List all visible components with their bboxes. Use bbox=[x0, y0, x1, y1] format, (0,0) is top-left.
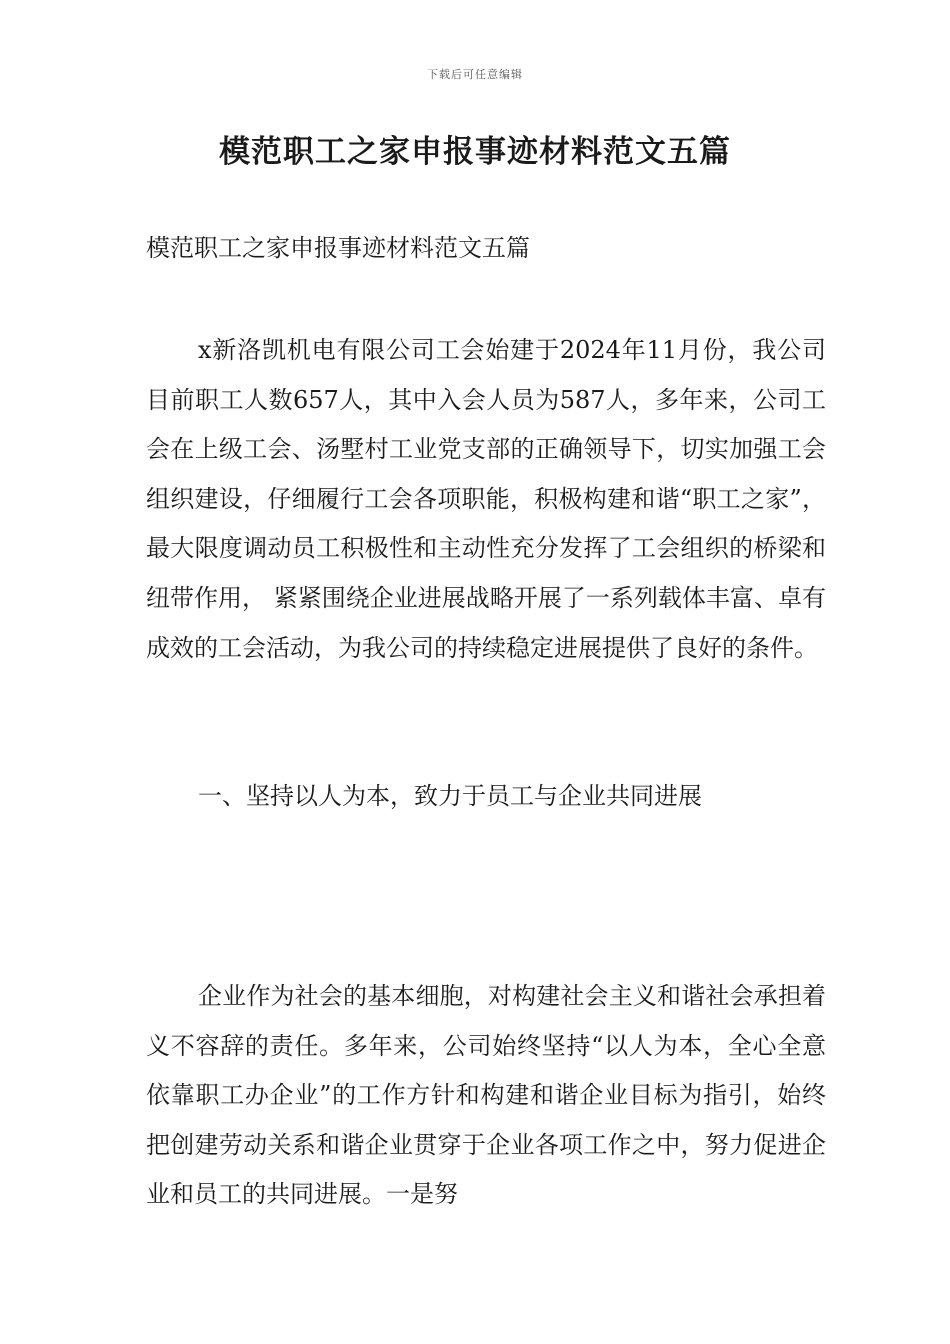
body-paragraph-intro: x新洛凯机电有限公司工会始建于2024年11月份，我公司目前职工人数657人，其中入会人员为587人，多年来，公司工会在上级工会、汤墅村工业党支部的正确领导下，切实加强工会组织建设，仔细履行工会各项职能，积极构建和谐“职工之家”，最大限度调动员工积极性和主动性充分发挥了工会组织的桥梁和纽带作用， 紧紧围绕企业进展战略开展了一系列载体丰富、卓有成效的工会活动，为我公司的持续稳定进展提供了良好的条件。 bbox=[146, 336, 826, 662]
document-subtitle: 模范职工之家申报事迹材料范文五篇 bbox=[146, 234, 530, 262]
document-title: 模范职工之家申报事迹材料范文五篇 bbox=[219, 134, 731, 170]
header-note: 下载后可任意编辑 bbox=[427, 68, 523, 81]
body-paragraph-section-1: 企业作为社会的基本细胞，对构建社会主义和谐社会承担着义不容辞的责任。多年来，公司始终坚持“以人为本，全心全意依靠职工办企业”的工作方针和构建和谐企业目标为指引，始终把创建劳动关系和谐企业贯穿于企业各项工作之中，努力促进企业和员工的共同进展。一是努 bbox=[146, 982, 826, 1209]
section-heading-1: 一、坚持以人为本，致力于员工与企业共同进展 bbox=[198, 782, 702, 810]
